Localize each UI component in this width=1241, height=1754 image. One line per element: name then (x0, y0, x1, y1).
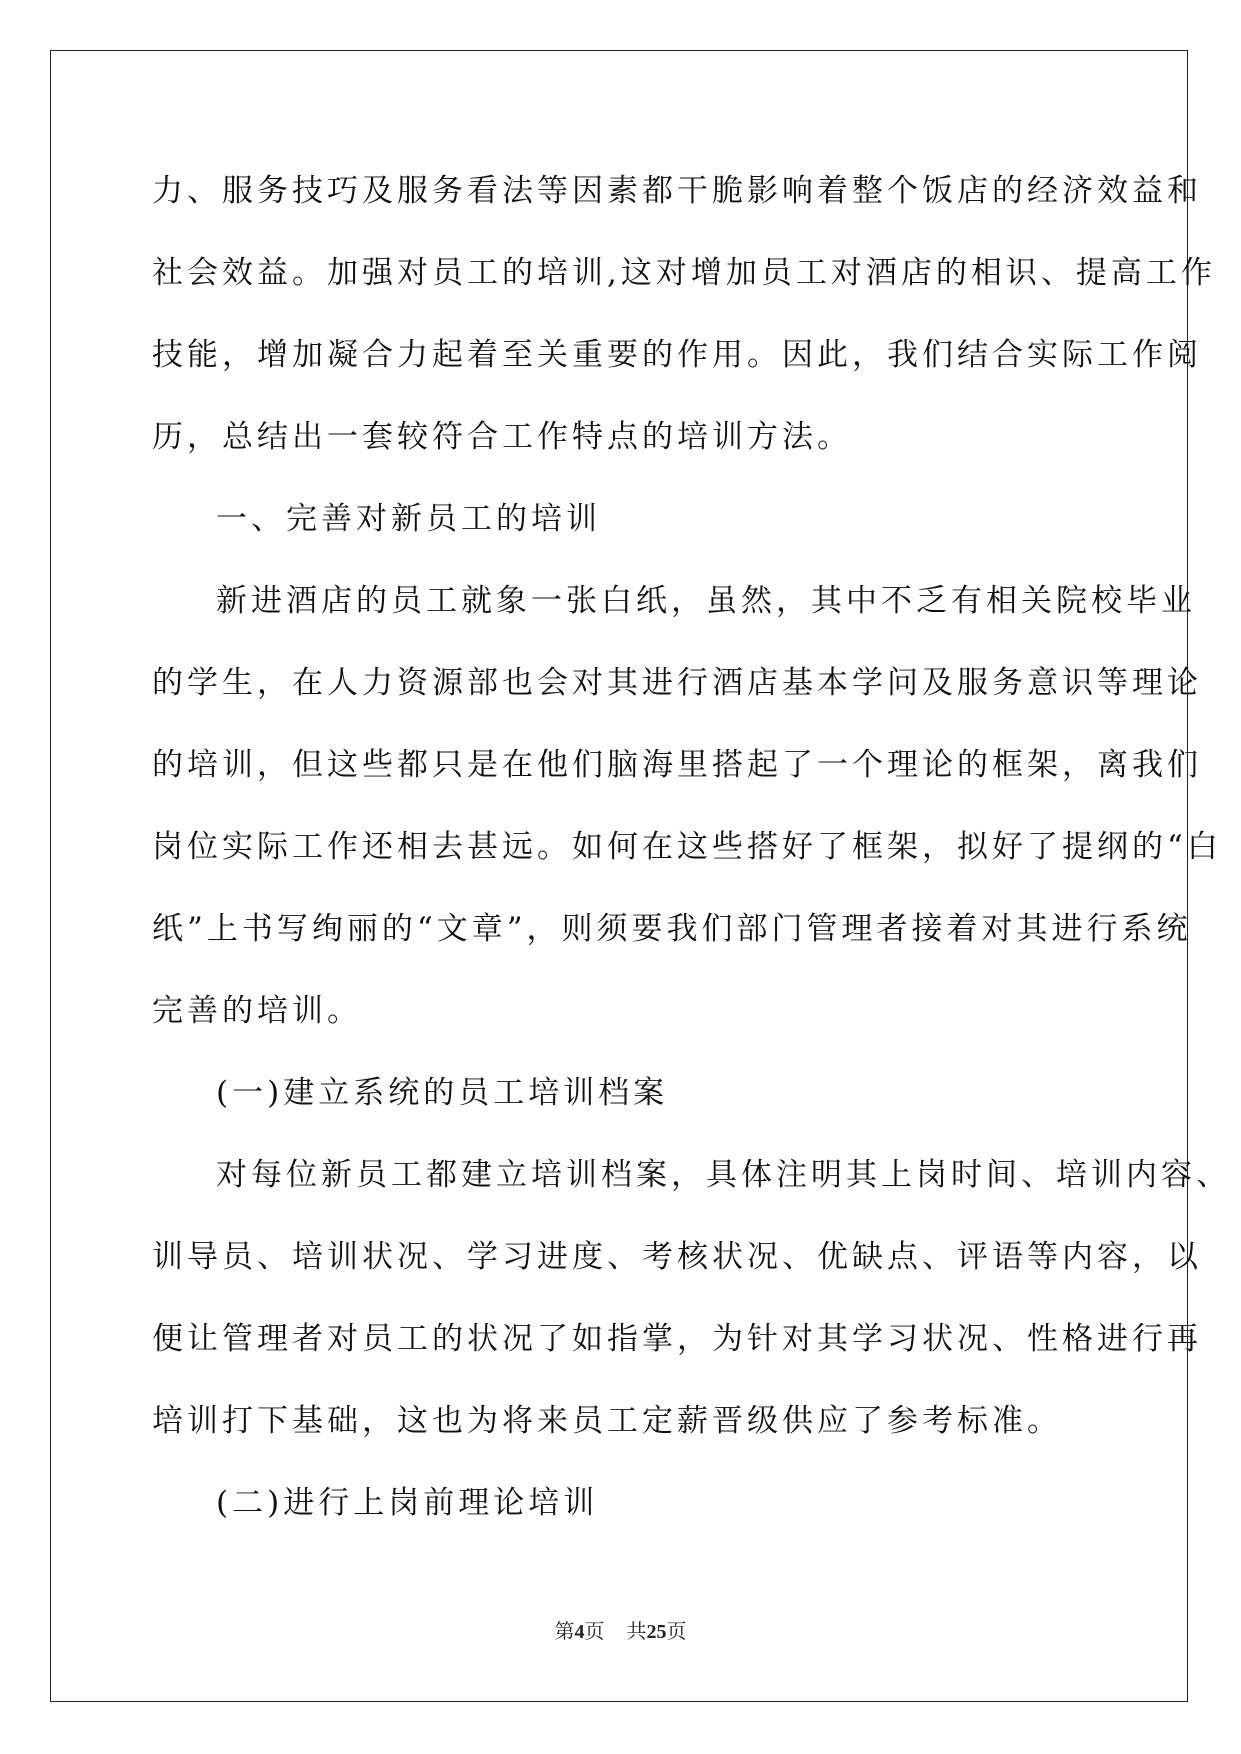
body-line: 纸”上书写绚丽的“文章”，则须要我们部门管理者接着对其进行系统 (152, 911, 1192, 947)
subsection-heading: (二)进行上岗前理论培训 (216, 1485, 599, 1521)
body-line: 培训打下基础，这也为将来员工定薪晋级供应了参考标准。 (152, 1403, 1062, 1439)
body-line: 完善的培训。 (152, 993, 362, 1029)
body-line: 力、服务技巧及服务看法等因素都干脆影响着整个饭店的经济效益和 (152, 173, 1202, 209)
document-body (152, 160, 1231, 1554)
body-line: 社会效益。加强对员工的培训,这对增加员工对酒店的相识、提高工作 (152, 255, 1216, 291)
body-line: 对每位新员工都建立培训档案，具体注明其上岗时间、培训内容、 (216, 1157, 1231, 1193)
footer-total-suffix: 页 (666, 1621, 687, 1643)
subsection-heading: (一)建立系统的员工培训档案 (216, 1075, 669, 1111)
body-line: 历，总结出一套较符合工作特点的培训方法。 (152, 419, 852, 455)
page-number: 4 (574, 1621, 585, 1643)
body-line: 岗位实际工作还相去甚远。如何在这些搭好了框架，拟好了提纲的“白 (152, 829, 1222, 865)
body-line: 训导员、培训状况、学习进度、考核状况、优缺点、评语等内容，以 (152, 1239, 1202, 1275)
total-pages: 25 (646, 1621, 667, 1643)
body-line: 的培训，但这些都只是在他们脑海里搭起了一个理论的框架，离我们 (152, 747, 1202, 783)
body-line: 技能，增加凝合力起着至关重要的作用。因此，我们结合实际工作阅 (152, 337, 1202, 373)
footer-prefix: 第 (554, 1621, 575, 1643)
footer-page-suffix: 页 (584, 1621, 605, 1643)
page-footer (0, 1615, 1241, 1644)
section-heading: 一、完善对新员工的培训 (216, 501, 601, 537)
body-line: 新进酒店的员工就象一张白纸，虽然，其中不乏有相关院校毕业 (216, 583, 1196, 619)
body-line: 的学生，在人力资源部也会对其进行酒店基本学问及服务意识等理论 (152, 665, 1202, 701)
body-line: 便让管理者对员工的状况了如指掌，为针对其学习状况、性格进行再 (152, 1321, 1202, 1357)
footer-total-prefix: 共 (626, 1621, 647, 1643)
